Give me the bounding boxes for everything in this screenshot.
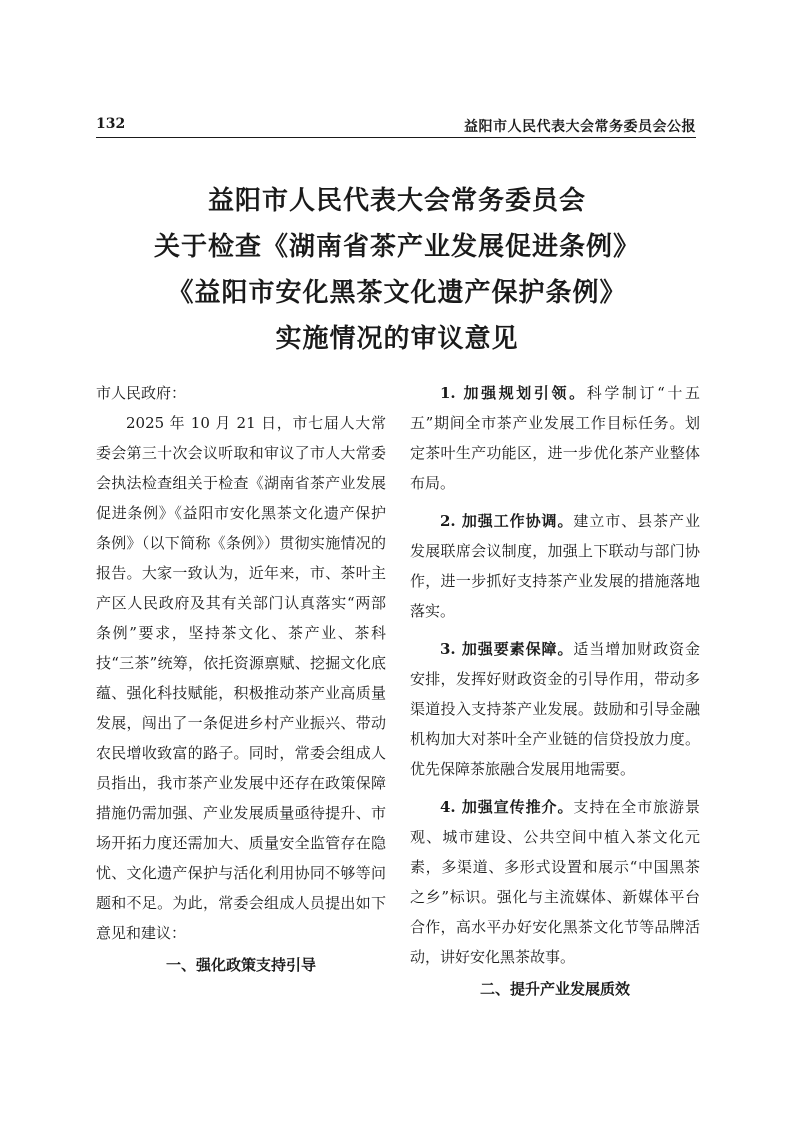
title-line: 《益阳市安化黑茶文化遗产保护条例》	[167, 278, 627, 308]
item-lead: 3. 加强要素保障。	[440, 640, 574, 658]
list-item	[410, 378, 700, 498]
list-item	[410, 634, 700, 784]
item-text: 支持在全市旅游景观、城市建设、公共空间中植入茶文化元素，多渠道、多形式设置和展示“中国黑茶之乡”标识。强化与主流媒体、新媒体平台合作，高水平办好安化黑茶文化节等品牌活动，讲好安化黑茶故事。	[410, 798, 700, 966]
item-lead: 2. 加强工作协调。	[440, 512, 574, 530]
section-heading: 二、提升产业发展质效	[479, 980, 630, 998]
document-title	[0, 178, 794, 362]
right-column	[410, 378, 700, 1004]
page-number: 132	[96, 116, 126, 132]
item-lead: 1. 加强规划引领。	[440, 384, 587, 402]
body-paragraph: 2025 年 10 月 21 日，市七届人大常委会第三十次会议听取和审议了市人大常委会执法检查组关于检查《湖南省茶产业发展促进条例》《益阳市安化黑茶文化遗产保护条例》（以下简称《条例》）贯彻实施情况的报告。大家一致认为，近年来，市、茶叶主产区人民政府及其有关部门认真落实“两部条例”要求，坚持茶文化、茶产业、茶科技“三茶”统筹，依托资源禀赋、挖掘文化底蕴、强化科技赋能，积极推动茶产业高质量发展，闯出了一条促进乡村产业振兴、带动农民增收致富的路子。同时，常委会组成人员指出，我市茶产业发展中还存在政策保障措施仍需加强、产业发展质量亟待提升、市场开拓力度还需加大、质量安全监管存在隐忧、文化遗产保护与活化利用协同不够等问题和不足。为此，常委会组成人员提出如下意见和建议：	[96, 414, 386, 942]
title-line: 实施情况的审议意见	[275, 324, 519, 354]
item-lead: 4. 加强宣传推介。	[440, 798, 574, 816]
journal-title: 益阳市人民代表大会常务委员会公报	[464, 119, 696, 135]
title-line: 益阳市人民代表大会常务委员会	[207, 186, 586, 216]
item-text: 建立市、县茶产业发展联席会议制度，加强上下联动与部门协作，进一步抓好支持茶产业发展的措施落地落实。	[410, 512, 700, 620]
title-line: 关于检查《湖南省茶产业发展促进条例》	[153, 232, 640, 262]
list-item	[410, 506, 700, 626]
header-rule	[96, 137, 696, 138]
page-header	[96, 116, 696, 138]
salutation: 市人民政府：	[96, 384, 187, 402]
item-text: 适当增加财政资金安排，发挥好财政资金的引导作用，带动多渠道投入支持茶产业发展。鼓励和引导金融机构加大对茶叶全产业链的信贷投放力度。优先保障茶旅融合发展用地需要。	[410, 640, 700, 778]
section-heading: 一、强化政策支持引导	[165, 956, 316, 974]
item-text: 科学制订“十五五”期间全市茶产业发展工作目标任务。划定茶叶生产功能区，进一步优化茶产业整体布局。	[410, 384, 701, 492]
left-column	[96, 378, 386, 980]
list-item	[410, 792, 700, 972]
